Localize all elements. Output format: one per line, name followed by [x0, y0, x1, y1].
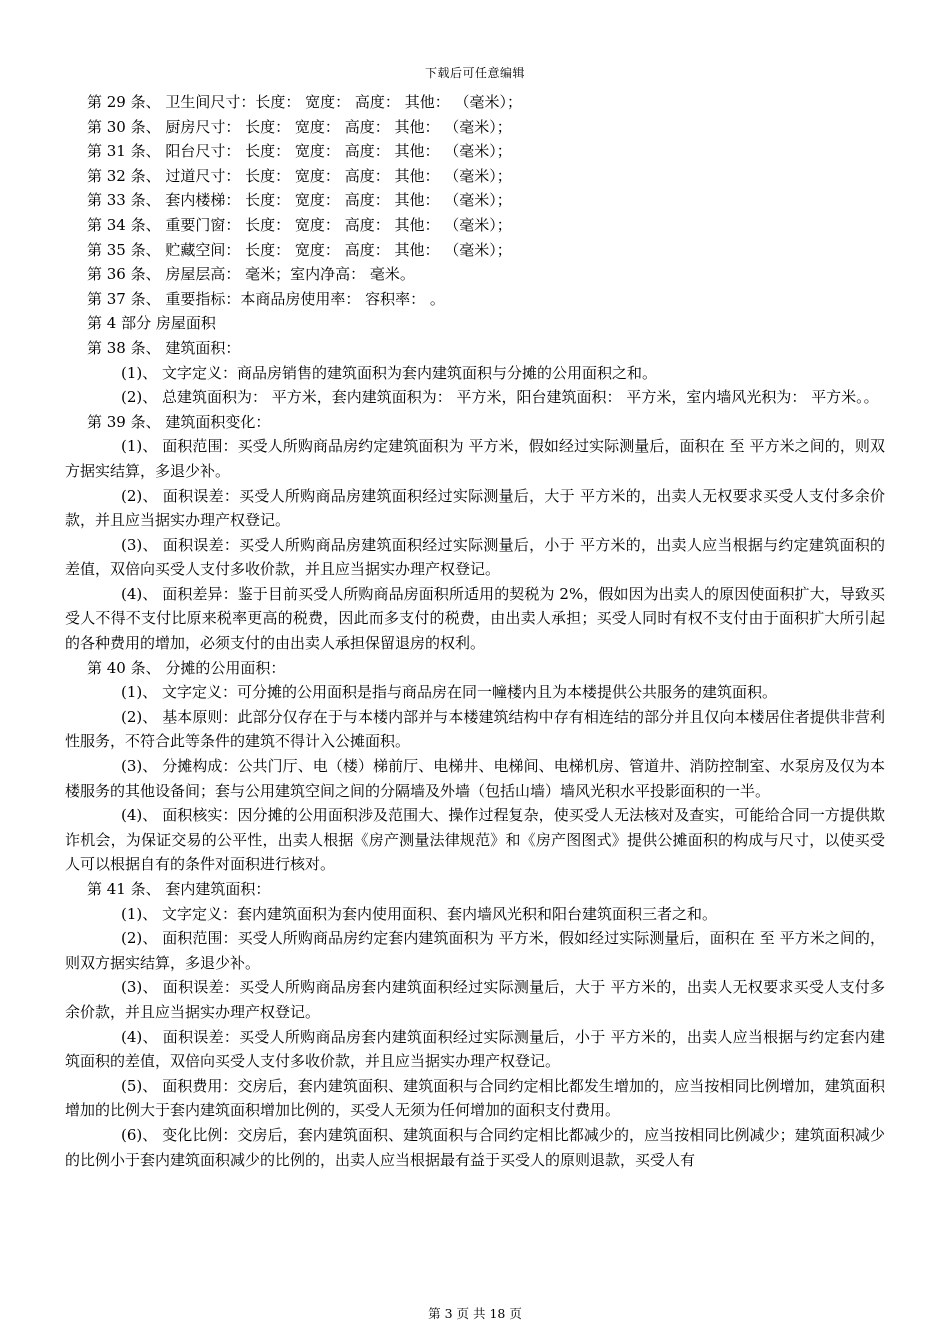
clause-a39_2: (2)、 面积误差：买受人所购商品房建筑面积经过实际测量后，大于 平方米的，出卖人无权要求买受人支付多余价款，并且应当据实办理产权登记。: [65, 486, 885, 530]
clause-a39_3: (3)、 面积误差：买受人所购商品房建筑面积经过实际测量后，小于 平方米的，出卖人应当根据与约定建筑面积的差值，双倍向买受人支付多收价款，并且应当据实办理产权登记。: [65, 535, 885, 579]
clause-a29: 第 29 条、 卫生间尺寸：长度： 宽度： 高度： 其他： （毫米）；: [87, 93, 522, 111]
clause-a40_2: (2)、 基本原则：此部分仅存在于与本楼内部并与本楼建筑结构中存有相连结的部分并且仅向本楼居住者提供非营利性服务，不符合此等条件的建筑不得计入公摊面积。: [65, 707, 885, 751]
clause-a34: 第 34 条、 重要门窗： 长度： 宽度： 高度： 其他： （毫米）；: [87, 215, 512, 234]
clause-a40_3: (3)、 分摊构成：公共门厅、电（楼）梯前厅、电梯井、电梯间、电梯机房、管道井、消防控制室、水泵房及仅为本楼服务的其他设备间；套与公用建筑空间之间的分隔墙及外墙（包括山墙）墙风光积水平投影面积的一半。: [65, 757, 885, 800]
clause-a39: 第 39 条、 建筑面积变化：: [87, 412, 271, 431]
clause-a41_1: (1)、 文字定义：套内建筑面积为套内使用面积、套内墙风光积和阳台建筑面积三者之和。: [121, 904, 718, 923]
clause-a38: 第 38 条、 建筑面积：: [87, 338, 241, 357]
document-body: [65, 90, 885, 1172]
clause-a41_3: (3)、 面积误差：买受人所购商品房套内建筑面积经过实际测量后，大于 平方米的，出卖人无权要求买受人支付多余价款，并且应当据实办理产权登记。: [65, 978, 885, 1021]
clause-a41_4: (4)、 面积误差：买受人所购商品房套内建筑面积经过实际测量后，小于 平方米的，出卖人应当根据与约定套内建筑面积的差值，双倍向买受人支付多收价款，并且应当据实办理产权登记。: [65, 1027, 885, 1071]
clause-a37: 第 37 条、 重要指标：本商品房使用率： 容积率： 。: [87, 289, 445, 308]
clause-a38_2: (2)、 总建筑面积为： 平方米，套内建筑面积为： 平方米，阳台建筑面积： 平方米，室内墙风光积为： 平方米。。: [121, 388, 879, 407]
clause-a41: 第 41 条、 套内建筑面积：: [87, 880, 271, 898]
clause-a30: 第 30 条、 厨房尺寸： 长度： 宽度： 高度： 其他： （毫米）；: [87, 117, 512, 136]
clause-a33: 第 33 条、 套内楼梯： 长度： 宽度： 高度： 其他： （毫米）；: [87, 191, 512, 210]
clause-a39_1: (1)、 面积范围：买受人所购商品房约定建筑面积为 平方米，假如经过实际测量后，面积在 至 平方米之间的，则双方据实结算，多退少补。: [65, 437, 885, 480]
clause-a41_5: (5)、 面积费用：交房后，套内建筑面积、建筑面积与合同约定相比都发生增加的，应当按相同比例增加，建筑面积增加的比例大于套内建筑面积增加比例的，买受人无须为任何增加的面积支付费用。: [65, 1076, 885, 1120]
clause-a41_6: (6)、 变化比例：交房后，套内建筑面积、建筑面积与合同约定相比都减少的，应当按相同比例减少；建筑面积减少的比例小于套内建筑面积减少的比例的，出卖人应当根据最有益于买受人的原则退款，买受人有: [65, 1125, 885, 1169]
clause-a40_1: (1)、 文字定义：可分摊的公用面积是指与商品房在同一幢楼内且为本楼提供公共服务的建筑面积。: [121, 683, 778, 702]
clause-a38_1: (1)、 文字定义：商品房销售的建筑面积为套内建筑面积与分摊的公用面积之和。: [121, 363, 658, 382]
clause-a35: 第 35 条、 贮藏空间： 长度： 宽度： 高度： 其他： （毫米）；: [87, 240, 512, 259]
page-footer: 第 3 页 共 18 页: [428, 1306, 522, 1321]
clause-a32: 第 32 条、 过道尺寸： 长度： 宽度： 高度： 其他： （毫米）；: [87, 166, 512, 185]
clause-a39_4: (4)、 面积差异：鉴于目前买受人所购商品房面积所适用的契税为 2%，假如因为出卖人的原因使面积扩大，导致买受人不得不支付比原来税率更高的税费，因此而多支付的税费，由出卖人承担；买受人同时有权不支付由于面积扩大所引起的各种费用的增加，必须支付的由出卖人承担保留退房的权利。: [65, 584, 885, 653]
clause-part4: 第 4 部分 房屋面积: [87, 314, 216, 333]
clause-a40: 第 40 条、 分摊的公用面积：: [87, 658, 286, 677]
clause-a40_4: (4)、 面积核实：因分摊的公用面积涉及范围大、操作过程复杂，使买受人无法核对及查实，可能给合同一方提供欺诈机会，为保证交易的公平性，出卖人根据《房产测量法律规范》和《房产图图式》提供公摊面积的构成与尺寸，以使买受人可以根据自有的条件对面积进行核对。: [65, 806, 885, 874]
clause-a31: 第 31 条、 阳台尺寸： 长度： 宽度： 高度： 其他： （毫米）；: [87, 142, 512, 161]
clause-a36: 第 36 条、 房屋层高： 毫米；室内净高： 毫米。: [87, 265, 415, 284]
clause-a41_2: (2)、 面积范围：买受人所购商品房约定套内建筑面积为 平方米，假如经过实际测量后，面积在 至 平方米之间的，则双方据实结算，多退少补。: [65, 929, 885, 972]
page-header: 下载后可任意编辑: [424, 66, 525, 80]
